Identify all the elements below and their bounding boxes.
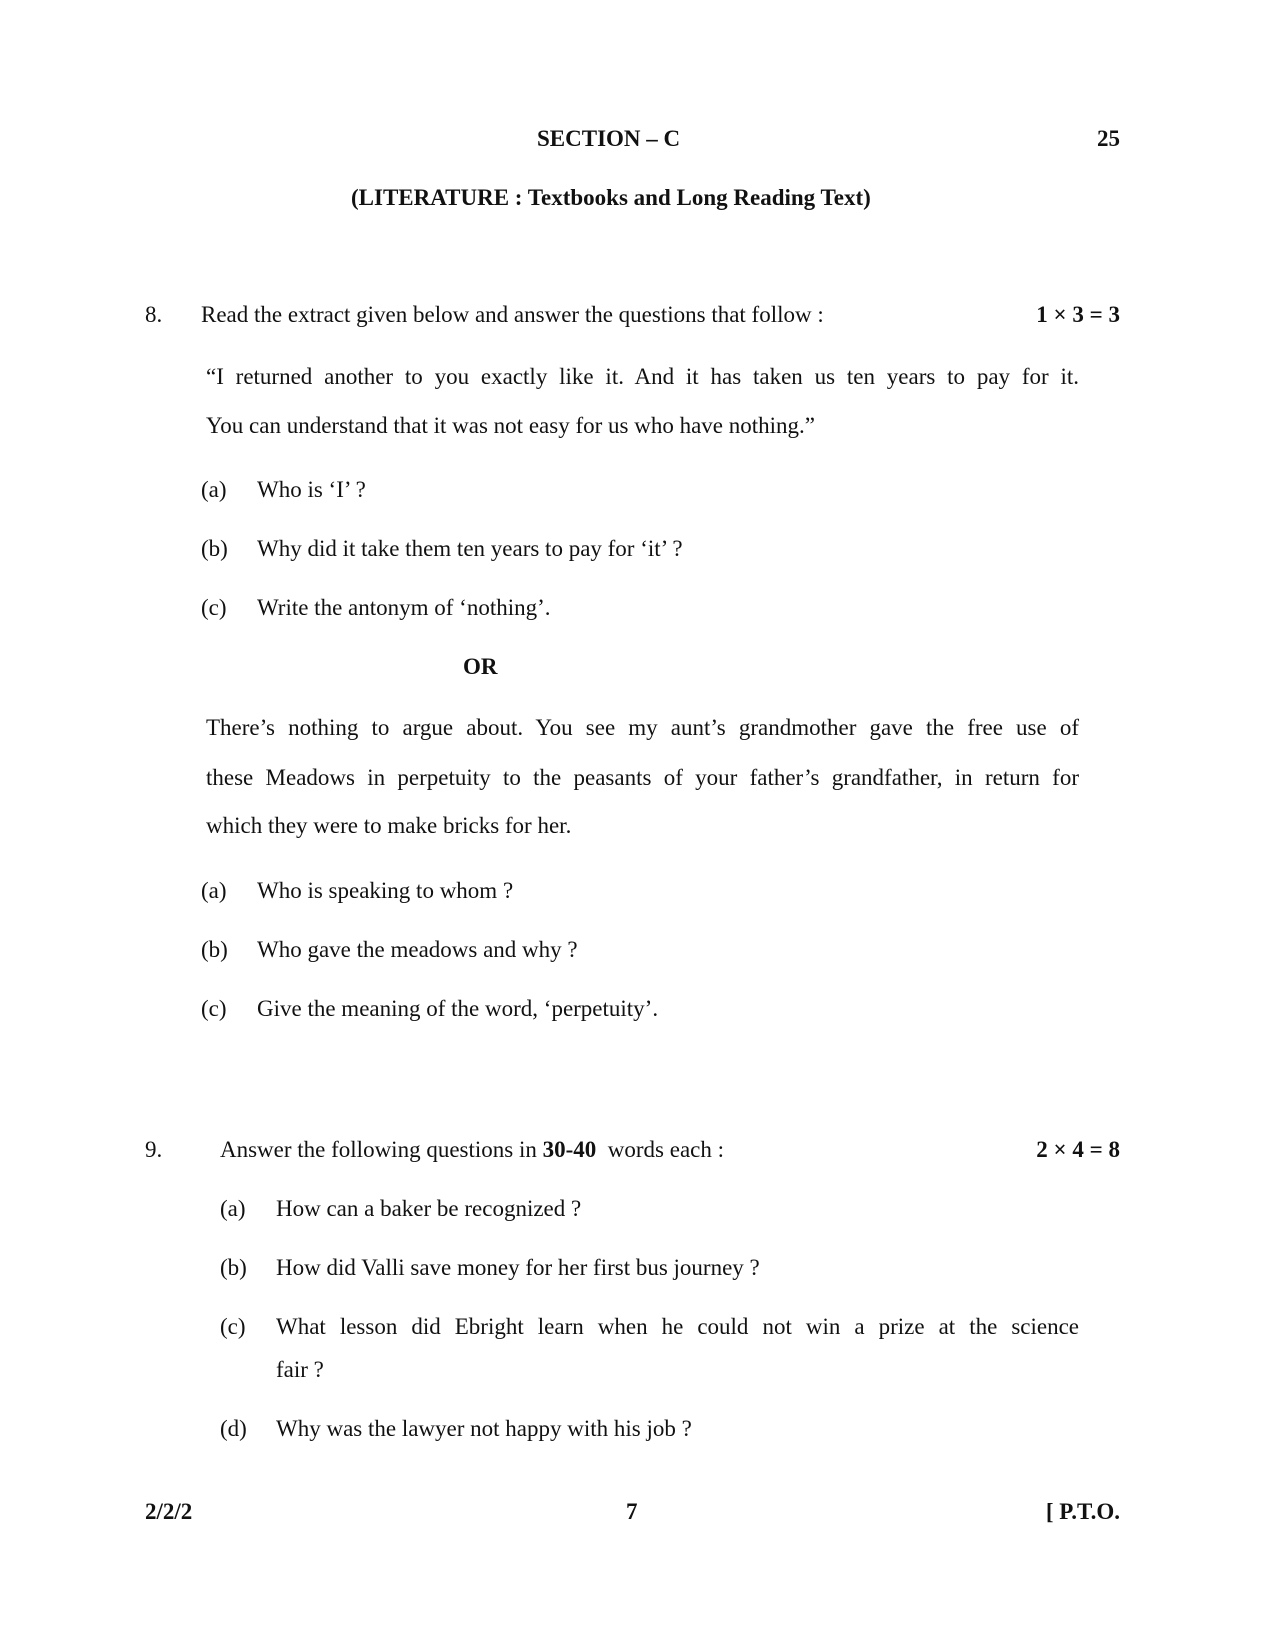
question-marks: 1 × 3 = 3: [1036, 302, 1120, 327]
sub-question: Who gave the meadows and why ?: [257, 937, 578, 962]
paper-code: 2/2/2: [145, 1499, 193, 1524]
sub-question-cont: fair ?: [276, 1357, 324, 1382]
sub-label: (c): [201, 595, 227, 620]
question-number: 9.: [145, 1137, 163, 1162]
sub-label: (b): [220, 1255, 247, 1280]
sub-question: Give the meaning of the word, ‘perpetuity’.: [257, 996, 659, 1021]
sub-question: Who is ‘I’ ?: [257, 477, 366, 502]
prompt-text: Answer the following questions in: [220, 1137, 543, 1162]
sub-question: Who is speaking to whom ?: [257, 878, 514, 903]
sub-question: How did Valli save money for her first bus journey ?: [276, 1255, 760, 1280]
section-subtitle: (LITERATURE : Textbooks and Long Reading Text): [351, 185, 871, 210]
page-number: 7: [626, 1499, 638, 1524]
sub-label: (a): [201, 477, 227, 502]
sub-label: (c): [220, 1314, 246, 1339]
question-marks: 2 × 4 = 8: [1036, 1137, 1120, 1162]
sub-label: (c): [201, 996, 227, 1021]
section-marks: 25: [1097, 126, 1120, 151]
extract-line: which they were to make bricks for her.: [206, 813, 572, 838]
sub-question: Why did it take them ten years to pay for ‘it’ ?: [257, 536, 683, 561]
word-limit: 30-40: [542, 1137, 597, 1162]
pto-label: [ P.T.O.: [1045, 1499, 1120, 1524]
or-divider: OR: [463, 654, 498, 679]
sub-label: (b): [201, 937, 228, 962]
prompt-text: words each :: [596, 1137, 725, 1162]
extract-line: “I returned another to you exactly like it. And it has taken us ten years to pay for it.: [206, 364, 1079, 389]
sub-question: How can a baker be recognized ?: [276, 1196, 582, 1221]
sub-label: (b): [201, 536, 228, 561]
sub-question: Write the antonym of ‘nothing’.: [257, 595, 551, 620]
sub-label: (a): [201, 878, 227, 903]
extract-line: You can understand that it was not easy for us who have nothing.”: [206, 413, 815, 438]
extract-line: There’s nothing to argue about. You see my aunt’s grandmother gave the free use of: [206, 715, 1079, 740]
extract-line: these Meadows in perpetuity to the peasants of your father’s grandfather, in return for: [206, 765, 1079, 790]
sub-label: (a): [220, 1196, 246, 1221]
sub-question: Why was the lawyer not happy with his job ?: [276, 1416, 692, 1441]
question-number: 8.: [145, 302, 163, 327]
sub-question: What lesson did Ebright learn when he could not win a prize at the science: [276, 1314, 1079, 1339]
question-prompt: Read the extract given below and answer the questions that follow :: [201, 302, 824, 327]
sub-label: (d): [220, 1416, 247, 1441]
question-prompt: [220, 1136, 724, 1164]
section-title: SECTION – C: [537, 126, 681, 151]
